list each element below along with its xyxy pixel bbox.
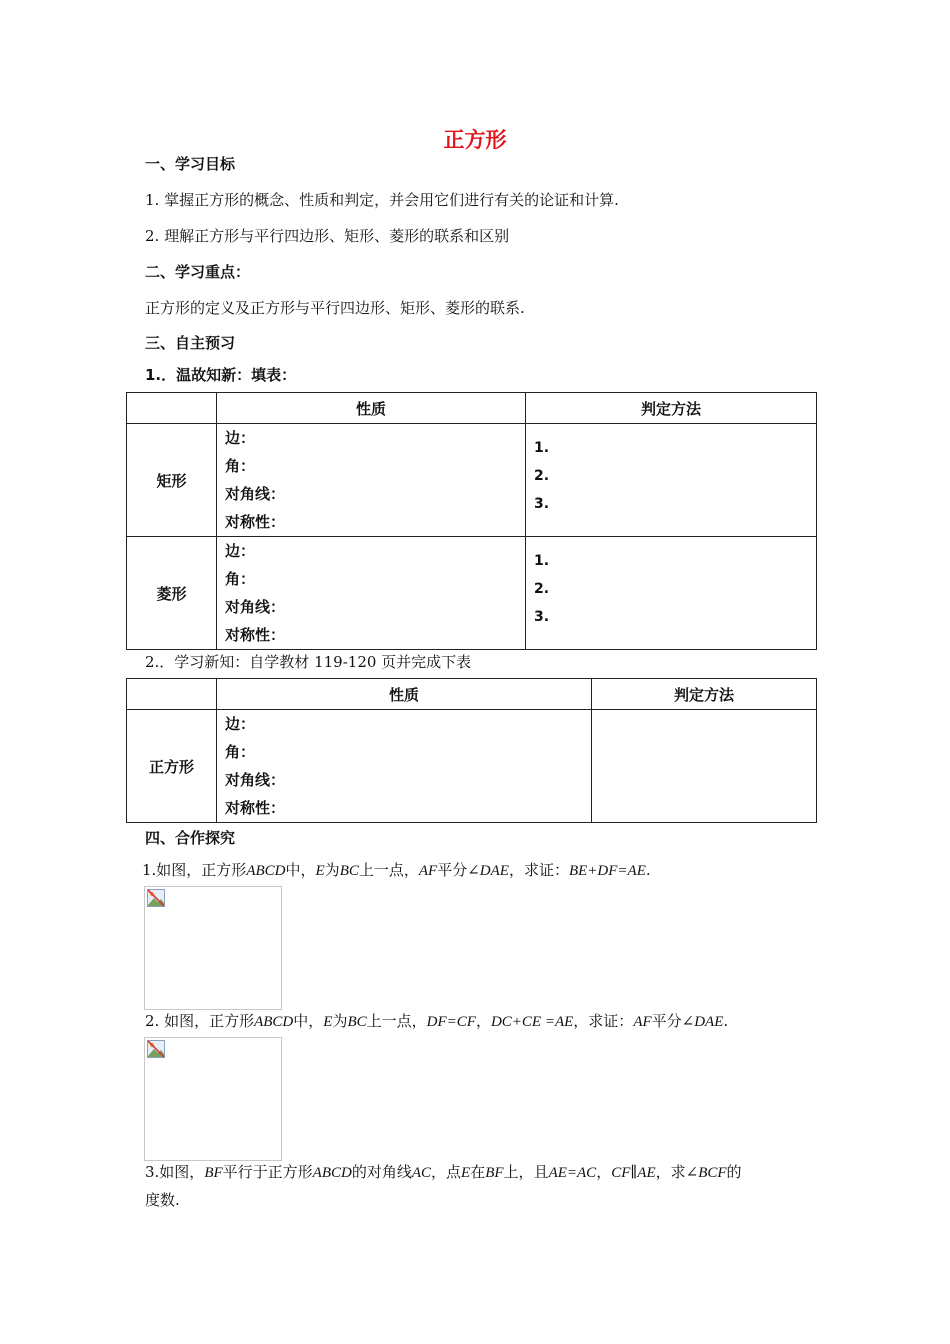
- q-math: CF∥AE: [611, 1165, 656, 1181]
- table1-corner: [127, 393, 217, 424]
- broken-image-icon: [147, 1040, 165, 1058]
- goal-item-1: 1. 掌握正方形的概念、性质和判定，并会用它们进行有关的论证和计算.: [145, 191, 619, 209]
- q-text: 3.如图，: [145, 1163, 205, 1181]
- prop-line: 边：: [225, 429, 256, 447]
- q-text: 的对角线: [351, 1163, 412, 1181]
- q-text: 上一点，: [358, 861, 419, 879]
- q-math: BF: [485, 1165, 504, 1181]
- table2-square-methods: [592, 710, 817, 823]
- q-text: ，: [596, 1163, 612, 1181]
- q-text: 为: [324, 861, 340, 879]
- square-table: [126, 678, 817, 823]
- q-math: AC: [411, 1165, 432, 1181]
- table1-rhombus-methods: [526, 537, 817, 650]
- q-math: BCF: [698, 1165, 727, 1181]
- method-line: 2.: [534, 581, 550, 597]
- table1-rectangle-methods: [526, 424, 817, 537]
- prop-line: 角：: [225, 457, 256, 475]
- q-math: E: [315, 863, 325, 879]
- method-line: 3.: [534, 496, 550, 512]
- q-math: ABCD: [312, 1165, 352, 1181]
- prop-line: 对称性：: [225, 626, 286, 644]
- question-2: [145, 1010, 728, 1031]
- section-heading-preview: 三、自主预习: [145, 334, 236, 352]
- q-text: 上一点，: [366, 1012, 427, 1030]
- figure-placeholder-1: [144, 886, 282, 1010]
- q-text: 平行于正方形: [222, 1163, 313, 1181]
- table1-row-rhombus: 菱形: [127, 537, 217, 650]
- prop-line: 对角线：: [225, 598, 286, 616]
- prop-line: 角：: [225, 743, 256, 761]
- broken-image-icon: [147, 889, 165, 907]
- q-text: 的: [726, 1163, 742, 1181]
- goal-item-2: 2. 理解正方形与平行四边形、矩形、菱形的联系和区别: [145, 227, 510, 245]
- page-title: 正方形: [443, 128, 507, 152]
- table1-row-rectangle: 矩形: [127, 424, 217, 537]
- preview-sub1: 1.．温故知新：填表：: [145, 366, 297, 384]
- q-text: 中，: [293, 1012, 324, 1030]
- table2-row-square: 正方形: [127, 710, 217, 823]
- q-text: .: [645, 861, 651, 879]
- method-line: 1.: [534, 553, 550, 569]
- q-math: DAE: [479, 863, 509, 879]
- section-heading-goals: 一、学习目标: [145, 155, 236, 173]
- prop-line: 对角线：: [225, 771, 286, 789]
- prop-line: 对角线：: [225, 485, 286, 503]
- table1-header-method: 判定方法: [526, 393, 817, 424]
- q-text: 上，且: [503, 1163, 549, 1181]
- q-text: 平分∠: [651, 1012, 695, 1030]
- q-math: AF: [418, 863, 438, 879]
- q-math: ABCD: [246, 863, 286, 879]
- q-math: BC: [347, 1014, 367, 1030]
- section-heading-key-points: 二、学习重点：: [145, 263, 251, 281]
- section-heading-explore: 四、合作探究: [145, 829, 236, 847]
- prop-line: 边：: [225, 542, 256, 560]
- q-text: 1.如图，正方形: [142, 861, 247, 879]
- table1-header-property: 性质: [217, 393, 526, 424]
- table2-corner: [127, 679, 217, 710]
- question-3: [145, 1161, 742, 1182]
- question-3-line-2: 度数.: [145, 1191, 180, 1209]
- table1-rhombus-properties: [217, 537, 526, 650]
- q-text: 中，: [285, 861, 316, 879]
- table1-rectangle-properties: [217, 424, 526, 537]
- table2-header-property: 性质: [217, 679, 592, 710]
- q-text: ，点: [431, 1163, 462, 1181]
- prop-line: 角：: [225, 570, 256, 588]
- method-line: 2.: [534, 468, 550, 484]
- q-math: DC+CE =AE: [490, 1014, 574, 1030]
- preview-sub2: 2.．学习新知：自学教材 119-120 页并完成下表: [145, 653, 472, 671]
- q-math: BC: [339, 863, 359, 879]
- question-1: [142, 859, 651, 880]
- q-text: .: [723, 1012, 729, 1030]
- figure-placeholder-2: [144, 1037, 282, 1161]
- prop-line: 对称性：: [225, 799, 286, 817]
- q-math: AE=AC: [548, 1165, 597, 1181]
- q-math: E: [323, 1014, 333, 1030]
- q-text: ，: [475, 1012, 491, 1030]
- q-text: ，求∠: [655, 1163, 699, 1181]
- method-line: 1.: [534, 440, 550, 456]
- q-math: DAE: [694, 1014, 724, 1030]
- q-math: DF=CF: [426, 1014, 476, 1030]
- q-math: BE+DF=AE: [568, 863, 646, 879]
- q-text: 在: [470, 1163, 486, 1181]
- review-table: [126, 392, 817, 650]
- prop-line: 对称性：: [225, 513, 286, 531]
- q-text: 为: [332, 1012, 348, 1030]
- q-text: 2. 如图，正方形: [145, 1012, 255, 1030]
- prop-line: 边：: [225, 715, 256, 733]
- q-text: 平分∠: [437, 861, 480, 879]
- method-line: 3.: [534, 609, 550, 625]
- q-text: ，求证：: [573, 1012, 634, 1030]
- table2-header-method: 判定方法: [592, 679, 817, 710]
- key-points-text: 正方形的定义及正方形与平行四边形、矩形、菱形的联系.: [145, 299, 525, 317]
- q-math: AF: [633, 1014, 652, 1030]
- q-text: ，求证：: [508, 861, 569, 879]
- q-math: ABCD: [254, 1014, 294, 1030]
- q-math: BF: [204, 1165, 223, 1181]
- q-math: E: [461, 1165, 471, 1181]
- table2-square-properties: [217, 710, 592, 823]
